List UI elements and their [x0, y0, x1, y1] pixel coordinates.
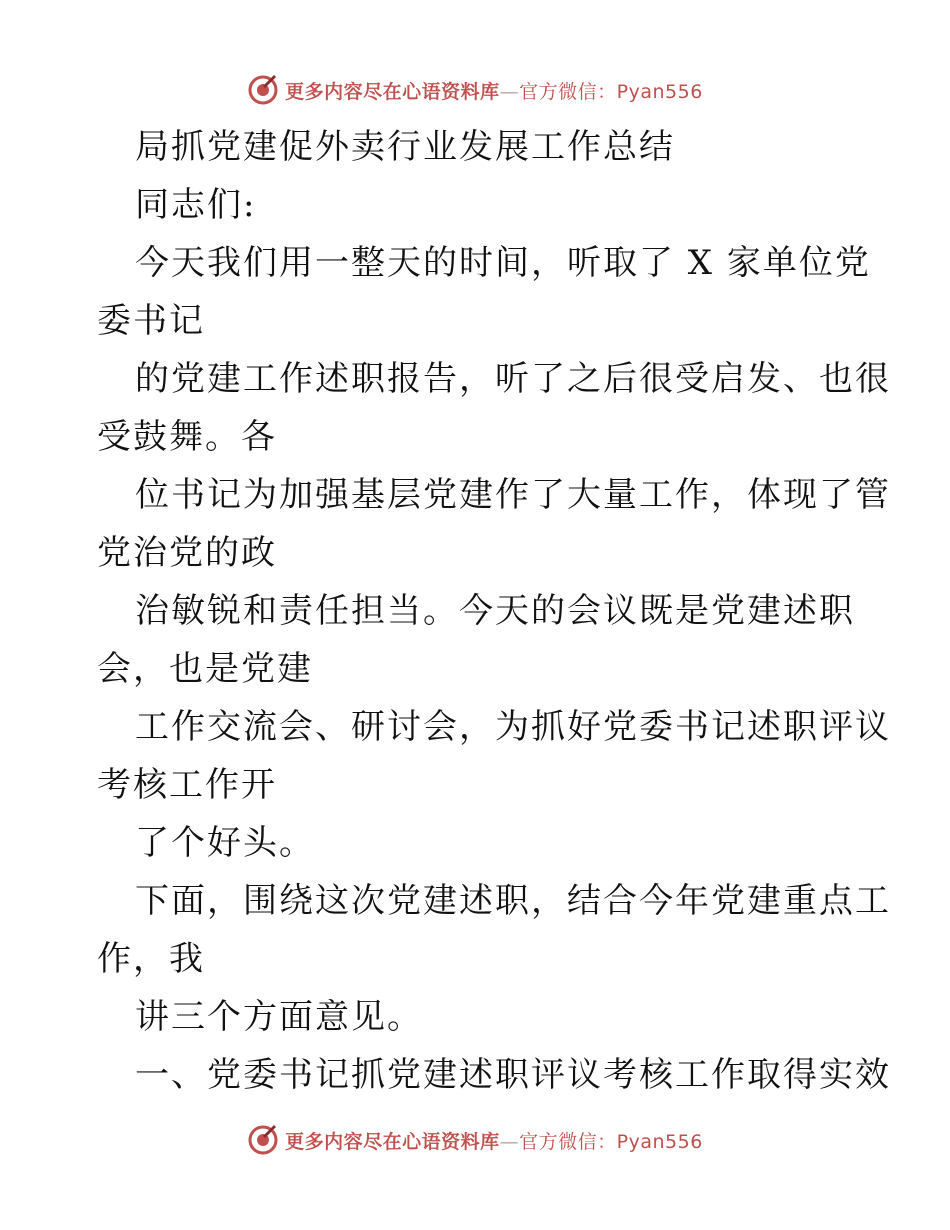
- watermark-separator: —: [499, 1130, 520, 1153]
- text-line: 委书记: [97, 301, 205, 341]
- text-line: 会，也是党建: [97, 649, 313, 689]
- text-line: 下面，围绕这次党建述职，结合今年党建重点工: [135, 881, 891, 921]
- text-line: 了个好头。: [135, 823, 315, 863]
- watermark-main: 更多内容尽在心语资料库: [285, 80, 500, 103]
- watermark-text: [285, 1127, 703, 1154]
- text-line: 同志们:: [135, 185, 257, 225]
- text-line: 局抓党建促外卖行业发展工作总结: [135, 127, 675, 167]
- footer-watermark-banner: [0, 1120, 950, 1160]
- header-watermark-banner: [0, 70, 950, 110]
- watermark-wechat: 官方微信：Pyan556: [519, 1130, 703, 1153]
- text-line: 的党建工作述职报告，听了之后很受启发、也很: [135, 359, 891, 399]
- watermark-text: [285, 77, 703, 104]
- text-line: 工作交流会、研讨会，为抓好党委书记述职评议: [135, 707, 891, 747]
- text-line: 作，我: [97, 939, 205, 979]
- watermark-separator: —: [499, 80, 520, 103]
- quill-circle-icon: [247, 1124, 279, 1156]
- text-line: 党治党的政: [97, 533, 277, 573]
- text-line: 位书记为加强基层党建作了大量工作，体现了管: [135, 475, 891, 515]
- text-line: 讲三个方面意见。: [135, 997, 423, 1037]
- text-line: 治敏锐和责任担当。今天的会议既是党建述职: [135, 591, 855, 631]
- watermark-main: 更多内容尽在心语资料库: [285, 1130, 500, 1153]
- text-line: 受鼓舞。各: [97, 417, 277, 457]
- watermark-wechat: 官方微信：Pyan556: [519, 80, 703, 103]
- document-body: [97, 118, 891, 1104]
- text-line: 一、党委书记抓党建述职评议考核工作取得实效: [135, 1055, 891, 1095]
- text-line: 今天我们用一整天的时间，听取了 X 家单位党: [135, 243, 871, 283]
- quill-circle-icon: [247, 74, 279, 106]
- text-line: 考核工作开: [97, 765, 277, 805]
